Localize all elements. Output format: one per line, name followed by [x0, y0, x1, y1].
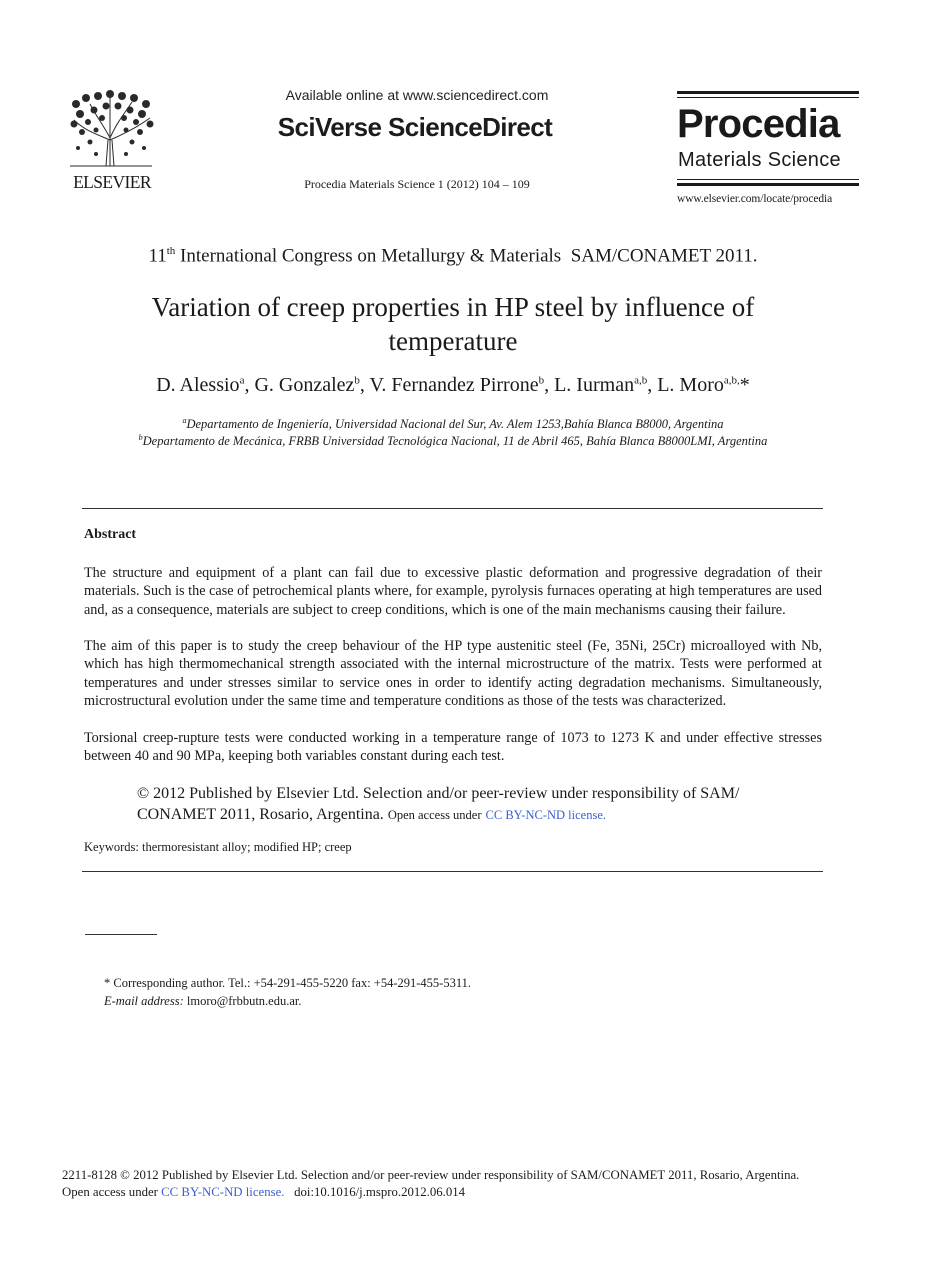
author-separator: ,: [244, 374, 255, 396]
procedia-subtitle: Materials Science: [678, 149, 841, 171]
copyright-line-1: © 2012 Published by Elsevier Ltd. Selection and/or peer-review under responsibility of SAM/: [137, 785, 740, 802]
author-name: L. Iurman: [554, 374, 635, 396]
author-affiliation-mark: b: [354, 374, 360, 387]
email-address[interactable]: lmoro@frbbutn.edu.ar.: [183, 994, 302, 1008]
paper-title-line-2: temperature: [388, 326, 518, 356]
abstract-paragraph-1: The structure and equipment of a plant can fail due to excessive plastic deformation and progressive degradation of their materials. Such is the case of petrochemical plants where, for example, pyrolysis furnaces operating at high temperatures are used and, as a consequence, materials are subject to creep conditions, which is one of the main mechanisms causing their failure.: [84, 565, 822, 618]
abstract-paragraph-3: Torsional creep-rupture tests were conducted working in a temperature range of 1073 to 1273 K and under effective stresses between 40 and 90 MPa, keeping both variables constant during each test.: [84, 730, 822, 765]
affiliation-mark: a: [182, 416, 187, 425]
procedia-bottom-rule: [677, 183, 859, 186]
elsevier-tree-logo: [66, 90, 156, 168]
author-name: G. Gonzalez: [254, 374, 355, 396]
procedia-top-rule-thin: [677, 97, 859, 98]
author-affiliation-mark: a,b,: [723, 374, 740, 387]
email-note: [104, 994, 302, 1009]
abstract-heading: Abstract: [84, 527, 137, 542]
affiliation-text: Departamento de Ingeniería, Universidad Nacional del Sur, Av. Alem 1253,Bahía Blanca B8000, Argentina: [186, 417, 724, 432]
abstract-paragraph-2: The aim of this paper is to study the creep behaviour of the HP type austenitic steel (Fe, 35Ni, 25Cr) microalloyed with Nb, which has high thermomechanical strength associated with the internal microstructure of the matrix. Tests were performed at temperatures and under stresses similar to service ones in order to identify acting degradation mechanisms. Simultaneously, microstructural evolution under the same time and temperature conditions as those of the tests was characterized.: [84, 638, 822, 709]
footer-open-access-line: [62, 1185, 842, 1200]
author-separator: ,: [544, 374, 555, 396]
sciverse-sciencedirect-logo[interactable]: SciVerse ScienceDirect: [277, 112, 553, 142]
author-name: D. Alessio: [156, 374, 240, 396]
footer-open-access-label: Open access under: [62, 1185, 158, 1199]
corresponding-author-asterisk: *: [739, 374, 750, 396]
issn-copyright-line: 2211-8128 © 2012 Published by Elsevier Ltd. Selection and/or peer-review under responsibility of SAM/CONAMET 2011, Rosario, Argentina.: [62, 1168, 800, 1182]
author-affiliation-mark: b: [538, 374, 545, 387]
doi[interactable]: doi:10.1016/j.mspro.2012.06.014: [294, 1185, 466, 1199]
congress-ordinal-suffix: th: [166, 245, 176, 257]
author-list: [80, 374, 826, 397]
congress-ordinal: 11: [148, 245, 167, 267]
paper-title: [80, 290, 826, 358]
copyright-statement: [137, 783, 787, 826]
author-separator: ,: [647, 374, 658, 396]
abstract-top-rule: [82, 508, 823, 509]
elsevier-wordmark: ELSEVIER: [73, 172, 151, 192]
corresponding-author-note: * Corresponding author. Tel.: +54-291-455-5220 fax: +54-291-455-5311.: [104, 976, 471, 990]
author-name: L. Moro: [657, 374, 724, 396]
available-online-text[interactable]: Available online at www.sciencedirect.com: [285, 87, 549, 103]
procedia-bottom-rule-thin: [677, 179, 859, 180]
license-link[interactable]: CC BY-NC-ND license.: [485, 808, 607, 822]
journal-url[interactable]: www.elsevier.com/locate/procedia: [677, 193, 833, 205]
journal-reference: Procedia Materials Science 1 (2012) 104 – 109: [304, 177, 530, 191]
affiliation-a: [80, 416, 826, 432]
procedia-brand: Procedia: [677, 102, 840, 146]
author-separator: ,: [359, 374, 370, 396]
affiliation-b: [80, 433, 826, 449]
open-access-label: Open access under: [387, 808, 482, 822]
paper-title-line-1: Variation of creep properties in HP steel by influence of: [151, 292, 755, 322]
abstract-bottom-rule: [82, 871, 823, 872]
affiliation-mark: b: [138, 433, 143, 442]
congress-name: International Congress on Metallurgy & Materials SAM/CONAMET 2011.: [175, 245, 758, 267]
footer-license-link[interactable]: CC BY-NC-ND license.: [161, 1185, 285, 1199]
copyright-line-2-text: CONAMET 2011, Rosario, Argentina.: [137, 806, 384, 823]
procedia-top-rule: [677, 91, 859, 94]
keywords: Keywords: thermoresistant alloy; modified HP; creep: [84, 840, 352, 854]
email-label: E-mail address:: [104, 994, 184, 1008]
author-affiliation-mark: a,b: [634, 374, 648, 387]
affiliation-text: Departamento de Mecánica, FRBB Universidad Tecnológica Nacional, 11 de Abril 465, Bahía Blanca B8000LMI, Argentina: [142, 434, 768, 449]
author-affiliation-mark: a: [239, 374, 245, 387]
congress-line: [80, 245, 826, 267]
copyright-line-2: [137, 804, 787, 826]
footnote-rule: [85, 934, 157, 935]
author-name: V. Fernandez Pirrone: [369, 374, 539, 396]
